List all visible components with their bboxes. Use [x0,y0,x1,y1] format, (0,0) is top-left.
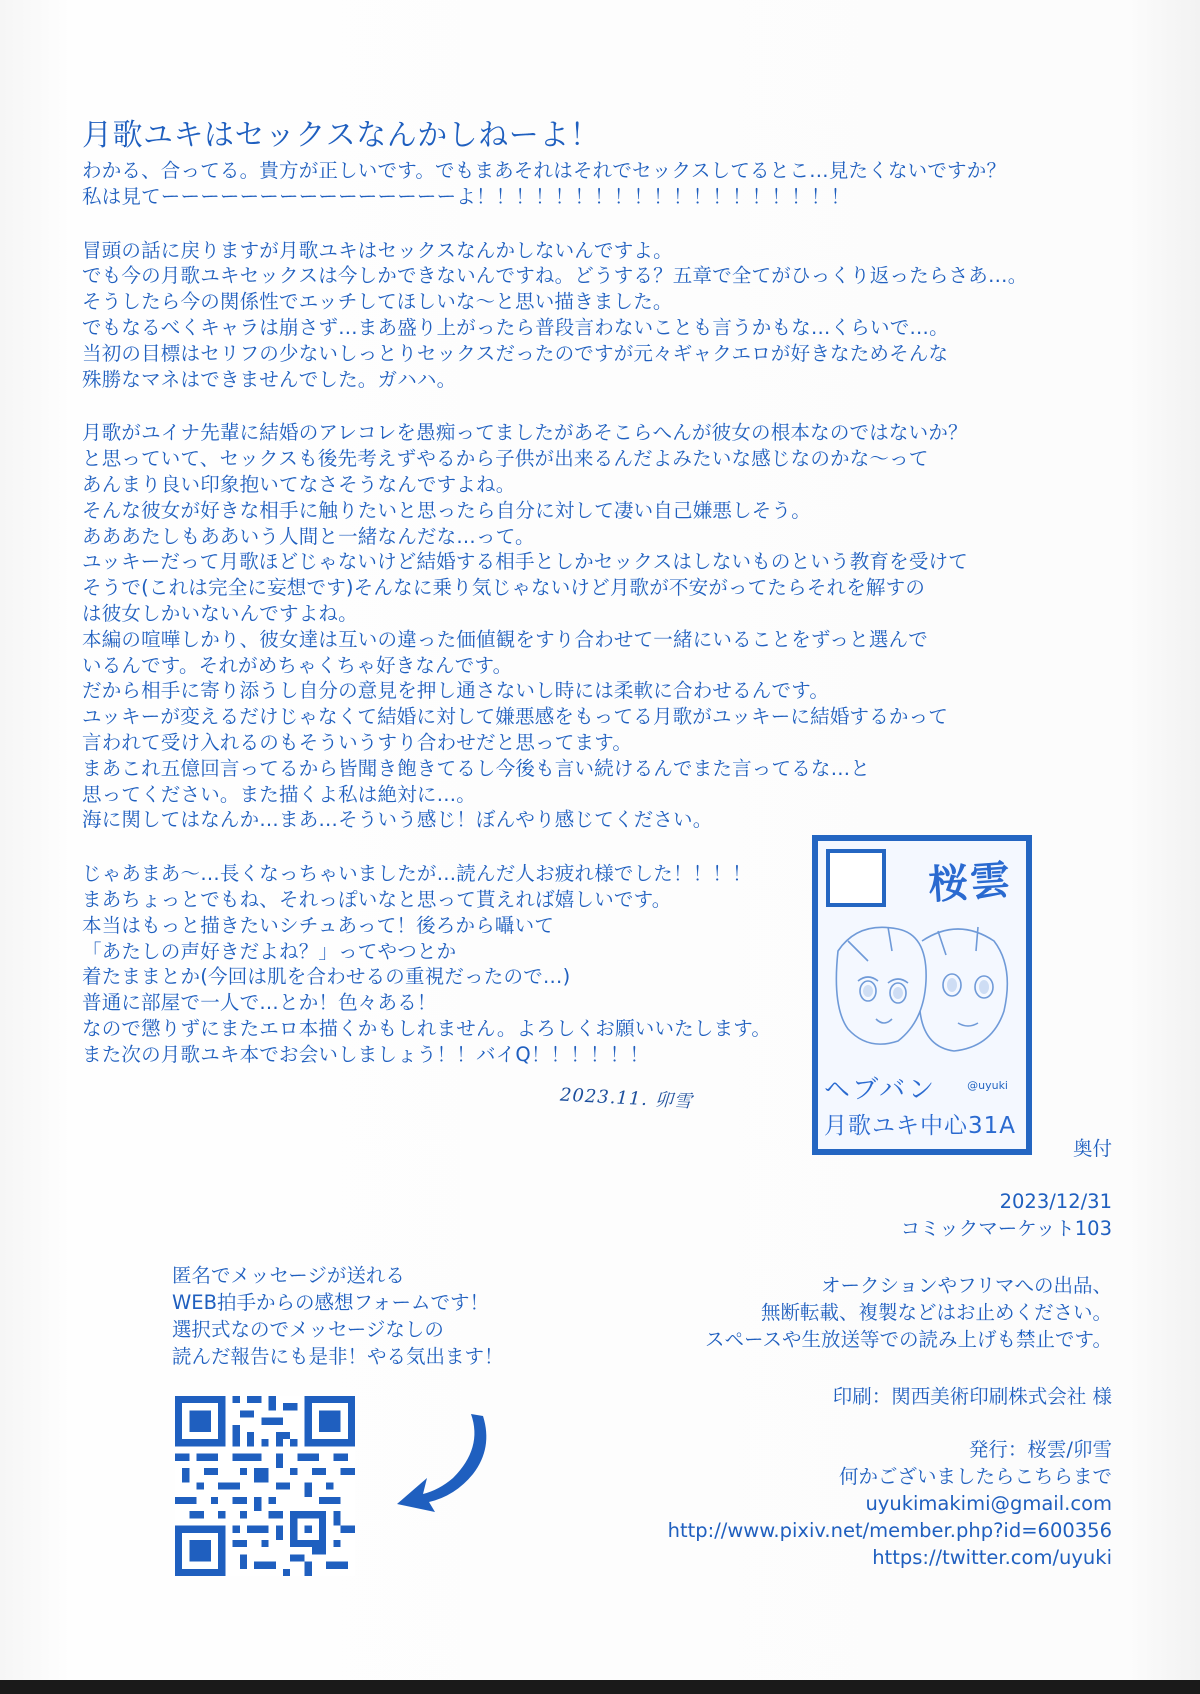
text-line: いるんです。それがめちゃくちゃ好きなんです。 [82,653,513,677]
character-illustration [828,911,1016,1061]
warning-line: オークションやフリマへの出品、 [821,1274,1112,1297]
cut-title: ヘブバン [824,1075,938,1105]
text-line: でも今の月歌ユキセックスは今しかできないんですね。どうする？五章で全てがひっくり返ったらさあ…。 [82,264,1028,288]
warning-notice [705,1272,1112,1353]
text-line: と思っていて、セックスも後先考えずやるから子供が出来るんだよみたいな感じなのかな～って [82,447,929,471]
text-line: 海に関してはなんか…まあ…そういう感じ！ぼんやり感じてください。 [82,808,713,832]
text-line: 冒頭の話に戻りますが月歌ユキはセックスなんかしないんですよ。 [82,238,673,262]
issue-date: 2023/12/31 [999,1190,1112,1213]
text-line: 私は見てーーーーーーーーーーーーーーーよ！！！！！！！！！！！！！！！！！！！ [82,184,851,208]
twitter-link: https://twitter.com/uyuki [872,1546,1112,1569]
warning-line: スペースや生放送等での読み上げも禁止です。 [705,1328,1112,1351]
afterword-title: 月歌ユキはセックスなんかしねーよ！ [82,118,601,153]
scan-edge [0,1680,1200,1694]
text-line: 当初の目標はセリフの少ないしっとりセックスだったのですが元々ギャクエロが好きなためそんな [82,341,949,365]
text-line: 思ってください。また描くよ私は絶対に…。 [82,782,477,806]
text-line: まあこれ五億回言ってるから皆聞き飽きてるし今後も言い続けるんでまた言ってるな…と [82,756,871,780]
circle-logo: 桜雲 [926,857,1014,909]
text-line: 本編の喧嘩しかり、彼女達は互いの違った価値観をすり合わせて一緒にいることをずっと選んで [82,627,928,651]
web-clap-line: 選択式なのでメッセージなしの [172,1318,444,1341]
web-clap-line: 読んだ報告にも是非！やる気出ます！ [172,1345,504,1368]
web-clap-line: 匿名でメッセージが送れる [172,1264,405,1287]
qr-code-icon [175,1396,355,1576]
text-line: 月歌がユイナ先輩に結婚のアレコレを愚痴ってましたがあそこらへんが彼女の根本なのではないか？ [82,421,968,445]
publisher-info [668,1436,1112,1571]
web-clap-note [172,1262,504,1370]
text-line: ユッキーだって月歌ほどじゃないけど結婚する相手としかセックスはしないものという教育を受けて [82,550,968,574]
text-line: そうで(これは完全に妄想です)そんなに乗り気じゃないけど月歌が不安がってたらそれを解すの [82,576,926,600]
paragraph-1 [82,158,1062,210]
text-line: でもなるべくキャラは崩さず…まあ盛り上がったら普段言わないことも言うかもな…くらいで…。 [82,315,949,339]
text-line: 「あたしの声好きだよね？」ってやつとか [82,939,457,963]
text-line: じゃあまあ～…長くなっちゃいましたが…読んだ人お疲れ様でした！！！！ [82,862,752,886]
text-line: わかる、合ってる。貴方が正しいです。でもまあそれはそれでセックスしてるとこ…見たくないですか？ [82,159,1007,182]
colophon-label: 奥付 [1072,1137,1112,1160]
text-line: は彼女しかいないんですよね。 [82,601,358,625]
text-line: あああたしもああいう人間と一緒なんだな…って。 [82,524,535,548]
text-line: 着たままとか(今回は肌を合わせるの重視だったので…) [82,965,571,989]
printer-credit: 印刷：関西美術印刷株式会社 様 [832,1385,1112,1408]
text-line: そんな彼女が好きな相手に触りたいと思ったら自分に対して凄い自己嫌悪しそう。 [82,498,811,522]
cut-subtitle: 月歌ユキ中心31A [824,1113,1017,1139]
cut-credit: @uyuki [967,1079,1008,1092]
text-line: だから相手に寄り添うし自分の意見を押し通さないし時には柔軟に合わせるんです。 [82,679,830,703]
text-line: なので懲りずにまたエロ本描くかもしれません。よろしくお願いいたします。 [82,1016,772,1040]
arrow-icon [393,1408,493,1518]
issue-event: コミックマーケット103 [900,1217,1112,1240]
publisher-name: 発行：桜雲/卯雪 [968,1438,1112,1461]
text-line: 本当はもっと描きたいシチュあって！後ろから囁いて [82,913,555,937]
contact-email: uyukimakimi@gmail.com [865,1492,1112,1515]
circle-cut [812,835,1032,1155]
text-line: 殊勝なマネはできませんでした。ガハハ。 [82,367,457,391]
contact-note: 何かございましたらこちらまで [838,1465,1112,1488]
text-line: 普通に部屋で一人で…とか！色々ある！ [82,991,437,1015]
web-clap-line: WEB拍手からの感想フォームです！ [172,1291,490,1314]
circle-cut-checkbox [826,849,886,907]
warning-line: 無断転載、複製などはお止めください。 [760,1301,1112,1324]
colophon-issue [901,1188,1112,1242]
paragraph-2 [82,238,1062,393]
text-line: そうしたら今の関係性でエッチしてほしいな～と思い描きました。 [82,290,673,314]
text-line: ユッキーが変えるだけじゃなくて結婚に対して嫌悪感をもってる月歌がユッキーに結婚するかって [82,705,949,729]
handwritten-signature: 2023.11. 卯雪 [559,1084,694,1113]
pixiv-link: http://www.pixiv.net/member.php?id=600356 [667,1519,1112,1542]
text-line: また次の月歌ユキ本でお会いしましょう！！バイQ！！！！！！ [82,1042,650,1066]
text-line: あんまり良い印象抱いてなさそうなんですよね。 [82,472,516,496]
text-line: 言われて受け入れるのもそういうすり合わせだと思ってます。 [82,730,633,754]
text-line: まあちょっとでもね、それっぽいなと思って貰えれば嬉しいです。 [82,887,672,911]
paragraph-3 [82,420,1062,833]
